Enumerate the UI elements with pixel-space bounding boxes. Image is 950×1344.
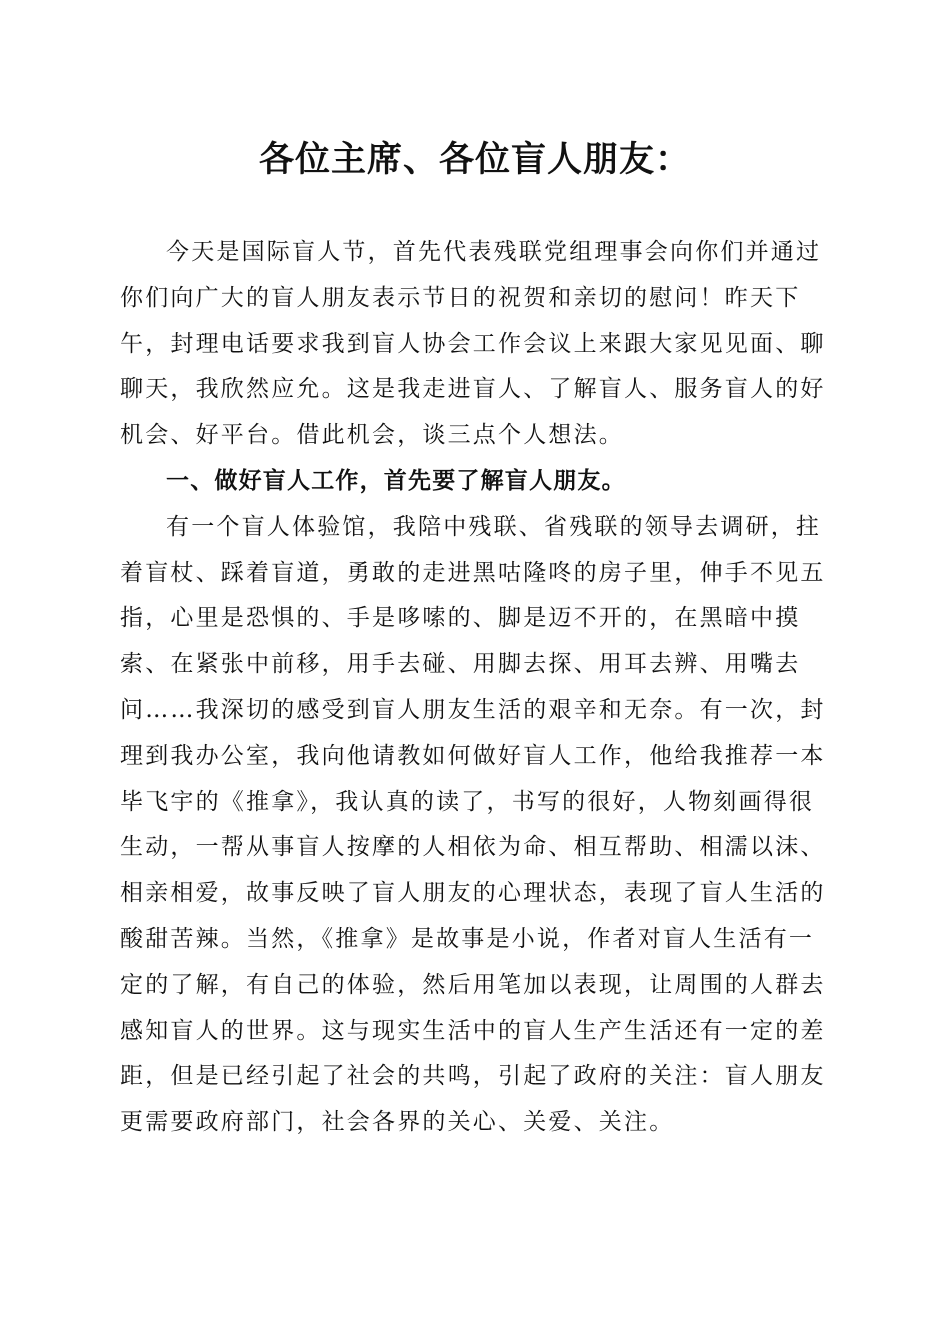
intro-paragraph: 今天是国际盲人节，首先代表残联党组理事会向你们并通过你们向广大的盲人朋友表示节日的祝贺和亲切的慰问！昨天下午，封理电话要求我到盲人协会工作会议上来跟大家见见面、聊聊天，我欣然应允。这是我走进盲人、了解盲人、服务盲人的好机会、好平台。借此机会，谈三点个人想法。 — [120, 239, 826, 449]
section-paragraph: 有一个盲人体验馆，我陪中残联、省残联的领导去调研，拄着盲杖、踩着盲道，勇敢的走进黑咕隆咚的房子里，伸手不见五指，心里是恐惧的、手是哆嗦的、脚是迈不开的，在黑暗中摸索、在紧张中前移，用手去碰、用脚去探、用耳去辨、用嘴去问……我深切的感受到盲人朋友生活的艰辛和无奈。有一次，封理到我办公室，我向他请教如何做好盲人工作，他给我推荐一本毕飞宇的《推拿》，我认真的读了，书写的很好，人物刻画得很生动，一帮从事盲人按摩的人相依为命、相互帮助、相濡以沫、相亲相爱，故事反映了盲人朋友的心理状态，表现了盲人生活的酸甜苦辣。当然，《推拿》是故事是小说，作者对盲人生活有一定的了解，有自己的体验，然后用笔加以表现，让周围的人群去感知盲人的世界。这与现实生活中的盲人生产生活还有一定的差距，但是已经引起了社会的共鸣，引起了政府的关注：盲人朋友更需要政府部门，社会各界的关心、关爱、关注。 — [120, 513, 826, 1136]
document-title: 各位主席、各位盲人朋友： — [258, 139, 691, 180]
document-body — [120, 230, 832, 1146]
section-heading: 一、做好盲人工作，首先要了解盲人朋友。 — [166, 467, 626, 494]
